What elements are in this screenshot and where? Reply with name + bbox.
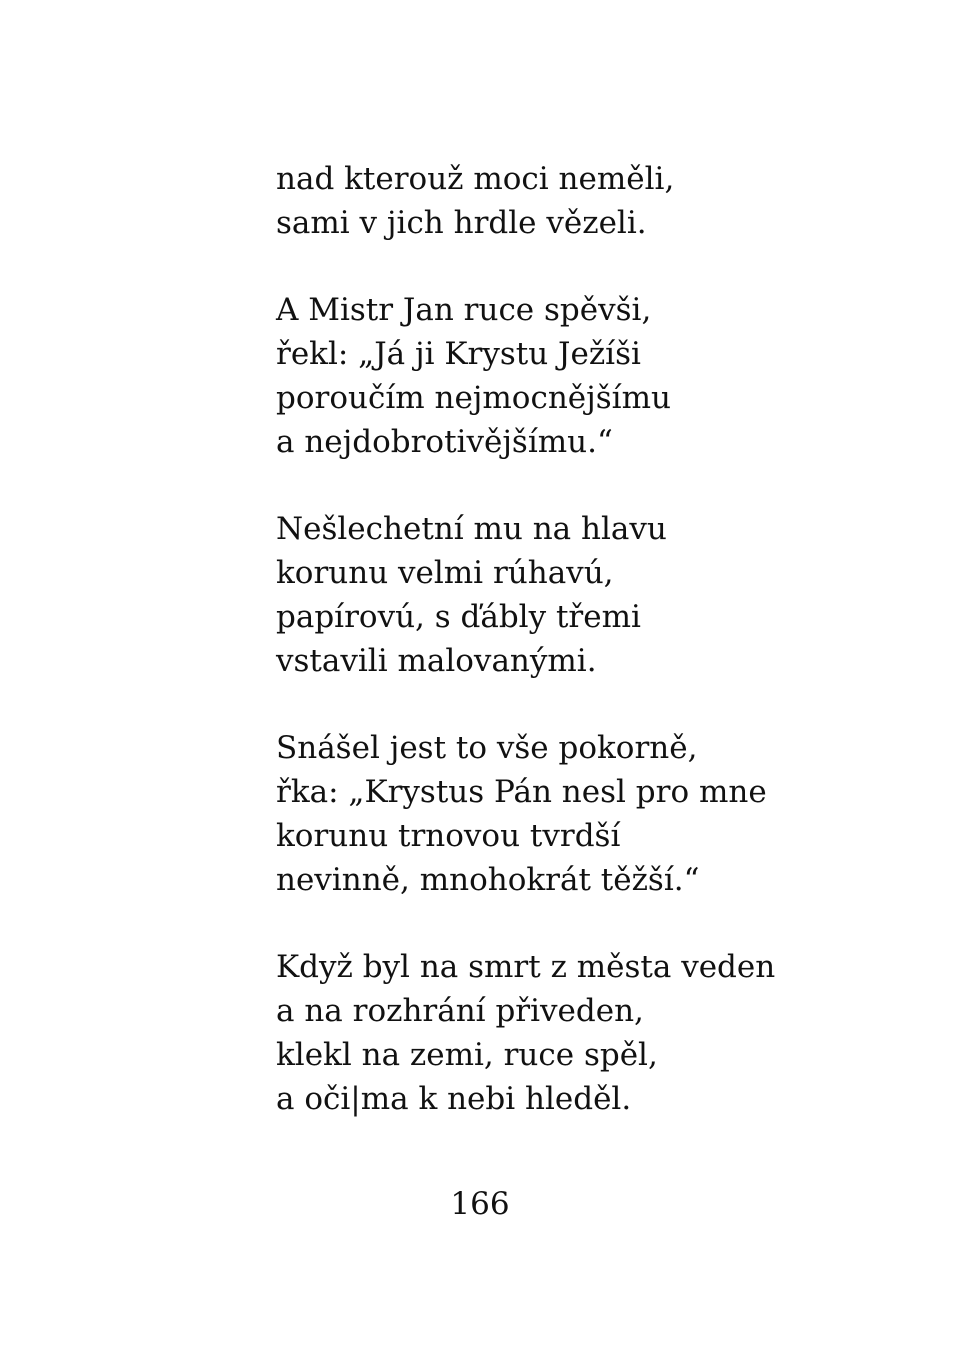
poem-line: nad kterouž moci neměli, (276, 161, 675, 197)
poem-line: A Mistr Jan ruce spěvši, (276, 292, 652, 328)
poem-line: vstavili malovanými. (276, 643, 597, 679)
stanza-1 (276, 157, 896, 245)
poem-line: a nejdobrotivějšímu.“ (276, 424, 613, 460)
poem-line: korunu velmi rúhavú, (276, 555, 614, 591)
stanza-5 (276, 945, 896, 1121)
poem-line: a na rozhrání přiveden, (276, 993, 644, 1029)
poem-line: řka: „Krystus Pán nesl pro mne (276, 774, 767, 810)
poem-line: a oči|ma k nebi hleděl. (276, 1081, 632, 1117)
poem-line: korunu trnovou tvrdší (276, 818, 621, 854)
poem-line: Snášel jest to vše pokorně, (276, 730, 698, 766)
page-number: 166 (450, 1186, 510, 1222)
stanza-2 (276, 288, 896, 464)
poem-line: řekl: „Já ji Krystu Ježíši (276, 336, 641, 372)
poem-line: nevinně, mnohokrát těžší.“ (276, 862, 700, 898)
poem-line: Když byl na smrt z města veden (276, 949, 776, 985)
poem-text (276, 157, 896, 1164)
poem-line: Nešlechetní mu na hlavu (276, 511, 667, 547)
poem-line: sami v jich hrdle vězeli. (276, 205, 647, 241)
stanza-3 (276, 507, 896, 683)
poem-line: papírovú, s ďábly třemi (276, 599, 641, 635)
poem-line: klekl na zemi, ruce spěl, (276, 1037, 658, 1073)
poem-line: poroučím nejmocnějšímu (276, 380, 671, 416)
stanza-4 (276, 726, 896, 902)
